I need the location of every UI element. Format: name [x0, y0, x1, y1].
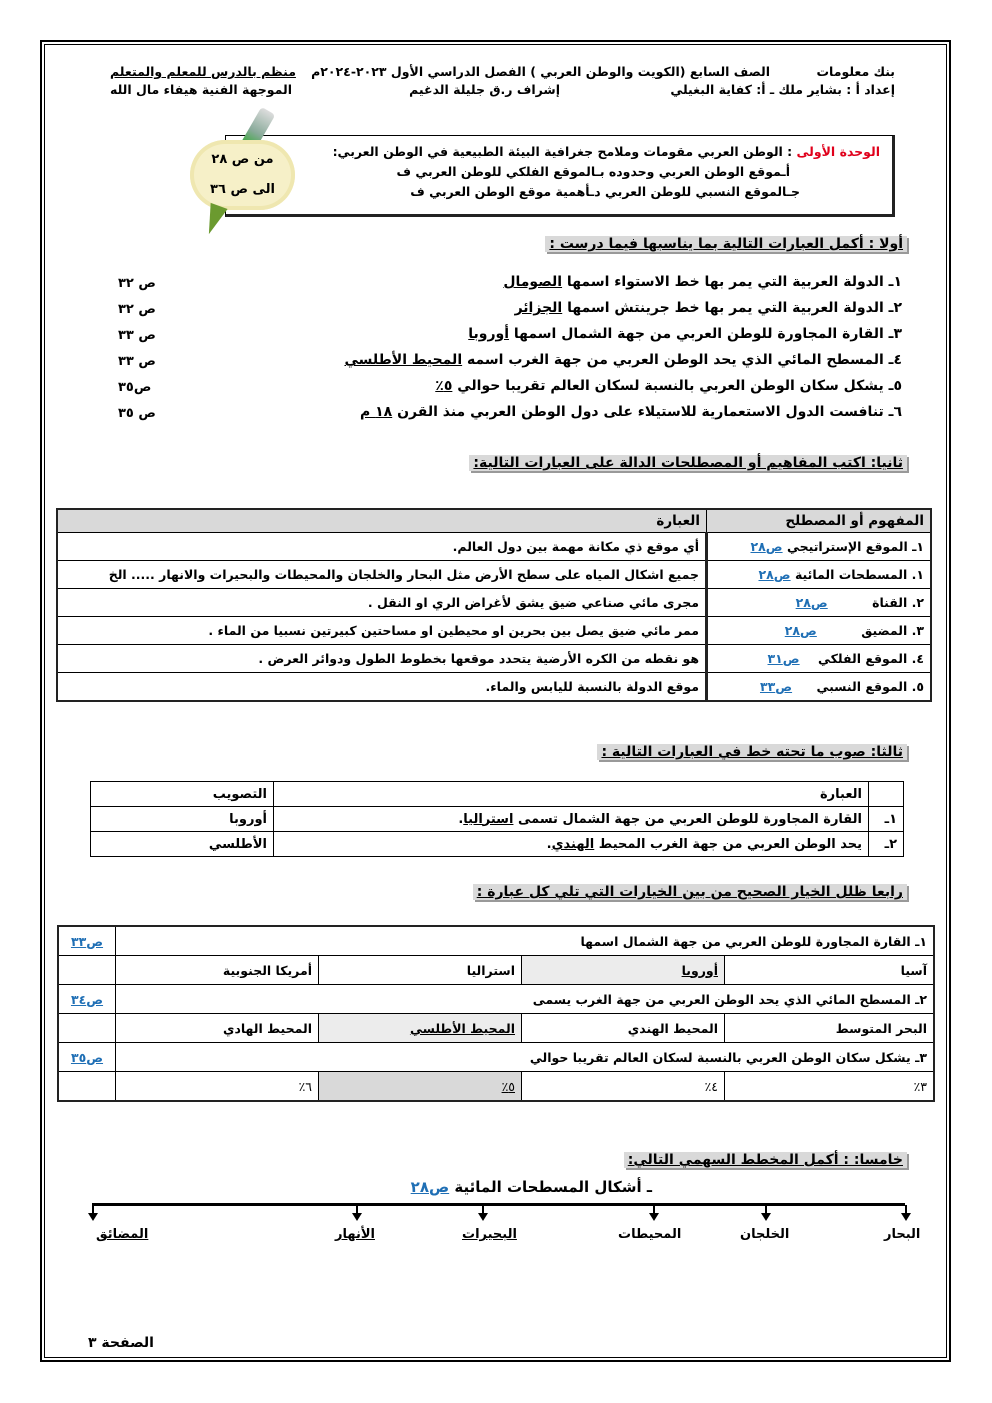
unit-box	[225, 135, 895, 217]
fill-item-2: ٢ـ الدولة العربية التي يمر بها خط جرينتش اسمها الجزائر	[514, 300, 902, 316]
arrow-down-icon	[765, 1205, 767, 1215]
arrow-down-icon	[356, 1205, 358, 1215]
header-bank-label: بنك معلومات	[816, 64, 895, 79]
correction-header-fix: التصويب	[91, 782, 274, 807]
table-row: ١ـ القارة المجاورة للوطن العربي من جهة الشمال تسمى استراليا. أوروبا	[91, 807, 904, 832]
table-row: ٤. الموقع الفلكي ص٣١ هو نقطه من الكره الأرضية يتحدد موقعها بخطوط الطول ودوائر العرض .	[57, 645, 931, 673]
mc-option-selected[interactable]: ٥٪	[319, 1072, 522, 1102]
page-link[interactable]: ص٣٣	[759, 679, 793, 694]
term-definition: جميع اشكال المياه على سطح الأرض مثل البحار والخلجان والمحيطات والبحيرات والانهار ..... الخ	[57, 561, 707, 589]
fill-item-1: ١ـ الدولة العربية التي يمر بها خط الاستواء اسمها الصومال	[503, 274, 902, 290]
table-row: ٢. القناة ص٢٨ مجرى مائي صناعي ضيق يشق لأغراض الري او النقل .	[57, 589, 931, 617]
correction-statement: يحد الوطن العربي من جهة الغرب المحيط الهندي.	[274, 832, 869, 857]
diagram-leaf: البحيرات	[462, 1227, 517, 1242]
fill-item-6-page: ص ٣٥	[118, 406, 156, 421]
fill-item-4-page: ص ٣٣	[118, 354, 156, 369]
mc-option[interactable]: ٣٪	[725, 1072, 935, 1102]
unit-topics-line-2: جـالموقع النسبي للوطن العربي دـأهمية موقع الوطن العربي ف	[410, 184, 800, 199]
fill-item-2-page: ص ٣٢	[118, 302, 156, 317]
fill-item-4: ٤ـ المسطح المائي الذي يحد الوطن العربي من جهة الغرب اسمه المحيط الأطلسي	[344, 352, 902, 368]
section-2-title: ثانيا: اكتب المفاهيم أو المصطلحات الدالة على العبارات التالية:	[469, 455, 907, 471]
term-definition: موقع الدولة بالنسبة لليابس والماء.	[57, 673, 707, 702]
page-number: الصفحة ٣	[88, 1335, 154, 1351]
term-definition: هو نقطه من الكره الأرضية يتحدد موقعها بخطوط الطول ودوائر العرض .	[57, 645, 707, 673]
header-supervision: إشراف ر.ق جليلة الدغيم	[409, 82, 560, 97]
term-definition: ممر مائي ضيق يصل بين بحرين او محيطين او مساحتين كبيرتين نسبيا من الماء .	[57, 617, 707, 645]
diagram-leaf: البحار	[884, 1227, 921, 1242]
page-link[interactable]: ص٣٥	[70, 1049, 104, 1065]
arrow-down-icon	[905, 1205, 907, 1215]
diagram-leaf: المحيطات	[618, 1227, 682, 1242]
fill-item-3-page: ص ٣٣	[118, 328, 156, 343]
diagram-leaf: الأنهار	[335, 1227, 375, 1242]
header-organizer: منظم بالدرس للمعلم والمتعلم	[110, 64, 296, 79]
correction-table	[90, 781, 904, 857]
page-link[interactable]: ص٢٨	[410, 1178, 450, 1196]
correction-statement: القارة المجاورة للوطن العربي من جهة الشمال تسمى استراليا.	[274, 807, 869, 832]
header-course-info: الصف السابع (الكويت والوطن العربي ) الفصل الدراسي الأول ٢٠٢٣-٢٠٢٤م	[311, 64, 770, 79]
page-link[interactable]: ص٣٤	[70, 991, 104, 1007]
mc-option-selected[interactable]: أوروبا	[522, 956, 725, 985]
table-row: ١. المسطحات المائية ص٢٨ جميع اشكال المياه على سطح الأرض مثل البحار والخلجان والمحيطات والبحيرات والانهار ..... الخ	[57, 561, 931, 589]
diagram-leaf: الخلجان	[740, 1227, 790, 1242]
mc-question: ٢ـ المسطح المائي الذي يحد الوطن العربي من جهة الغرب يسمى	[116, 985, 935, 1014]
unit-topics-line-1: أـموقع الوطن العربي وحدوده بـالموقع الفلكي للوطن العربي ف	[396, 164, 790, 179]
correction-fix: الأطلسي	[91, 832, 274, 857]
section-3-title: ثالثا: صوب ما تحته خط في العبارات التالية :	[597, 744, 907, 760]
mc-option[interactable]: استراليا	[319, 956, 522, 985]
terms-header-definition: العبارة	[57, 509, 707, 533]
term-definition: أي موقع ذي مكانة مهمة بين دول العالم.	[57, 533, 707, 561]
section-5-title: خامسا: : أكمل المخطط السهمي التالي:	[624, 1152, 907, 1168]
page-link[interactable]: ص٢٨	[795, 595, 828, 610]
diagram-root: ـ أشكال المسطحات المائية ص٢٨	[410, 1178, 652, 1196]
table-row: ٥. الموقع النسبي ص٣٣ موقع الدولة بالنسبة لليابس والماء.	[57, 673, 931, 702]
page-range-to: الى ص ٣٦	[210, 182, 275, 197]
mc-option[interactable]: أمريكا الجنوبية	[116, 956, 319, 985]
page-link[interactable]: ص٢٨	[784, 623, 817, 638]
diagram-leaf: المضائق	[96, 1227, 149, 1242]
fill-item-3: ٣ـ القارة المجاورة للوطن العربي من جهة الشمال اسمها أوروبا	[468, 326, 902, 342]
mc-option-selected[interactable]: المحيط الأطلسي	[319, 1014, 522, 1043]
header-prepared-by: إعداد أ : بشاير ملك ـ أ: كفاية البغيلي	[670, 82, 895, 97]
section-4-title: رابعا ظلل الخيار الصحيح من بين الخيارات التي تلي كل عبارة :	[473, 884, 907, 900]
table-row: ٢ـ يحد الوطن العربي من جهة الغرب المحيط الهندي. الأطلسي	[91, 832, 904, 857]
fill-item-1-page: ص ٣٢	[118, 276, 156, 291]
arrow-down-icon	[653, 1205, 655, 1215]
terms-table	[56, 508, 932, 702]
correction-fix: أوروبا	[91, 807, 274, 832]
arrow-down-icon	[92, 1205, 94, 1215]
mc-option[interactable]: البحر المتوسط	[725, 1014, 935, 1043]
term-definition: مجرى مائي صناعي ضيق يشق لأغراض الري او النقل .	[57, 589, 707, 617]
mc-question: ١ـ القارة المجاورة للوطن العربي من جهة الشمال اسمها	[116, 926, 935, 956]
terms-header-term: المفهوم أو المصطلح	[707, 509, 932, 533]
page-link[interactable]: ص٢٨	[758, 567, 791, 582]
diagram-connector	[92, 1203, 905, 1206]
section-1-title: أولا : أكمل العبارات التالية بما يناسبها فيما درست :	[545, 236, 907, 252]
correction-header-statement: العبارة	[274, 782, 869, 807]
page-link[interactable]: ص٣١	[767, 651, 800, 666]
header-supervisor: الموجهة الفنية هيفاء مال الله	[110, 82, 292, 97]
page-range-cloud	[190, 140, 295, 210]
table-row: ١ـ الموقع الإستراتيجي ص٢٨ أي موقع ذي مكانة مهمة بين دول العالم.	[57, 533, 931, 561]
mc-option[interactable]: ٦٪	[116, 1072, 319, 1102]
mc-option[interactable]: ٤٪	[522, 1072, 725, 1102]
unit-label: الوحدة الأولى	[796, 144, 880, 159]
page-range-from: من ص ٢٨	[211, 152, 274, 167]
fill-item-5-page: ص٣٥	[118, 380, 152, 395]
page-link[interactable]: ص٣٣	[70, 933, 104, 949]
multiple-choice-table	[57, 925, 935, 1102]
arrow-down-icon	[482, 1205, 484, 1215]
page-link[interactable]: ص٢٨	[750, 539, 783, 554]
fill-item-5: ٥ـ يشكل سكان الوطن العربي بالنسبة لسكان العالم تقريبا حوالي ٥٪	[435, 378, 902, 394]
table-row: ٣. المضيق ص٢٨ ممر مائي ضيق يصل بين بحرين او محيطين او مساحتين كبيرتين نسبيا من الماء .	[57, 617, 931, 645]
mc-option[interactable]: آسيا	[725, 956, 935, 985]
mc-option[interactable]: المحيط الهندي	[522, 1014, 725, 1043]
mc-question: ٣ـ يشكل سكان الوطن العربي بالنسبة لسكان العالم تقريبا حوالي	[116, 1043, 935, 1072]
mc-option[interactable]: المحيط الهادي	[116, 1014, 319, 1043]
unit-title: : الوطن العربي مقومات وملامح جغرافية البيئة الطبيعية في الوطن العربي:	[332, 144, 797, 159]
fill-item-6: ٦ـ تنافست الدول الاستعمارية للاستيلاء على دول الوطن العربي منذ القرن ١٨ م	[359, 404, 902, 420]
